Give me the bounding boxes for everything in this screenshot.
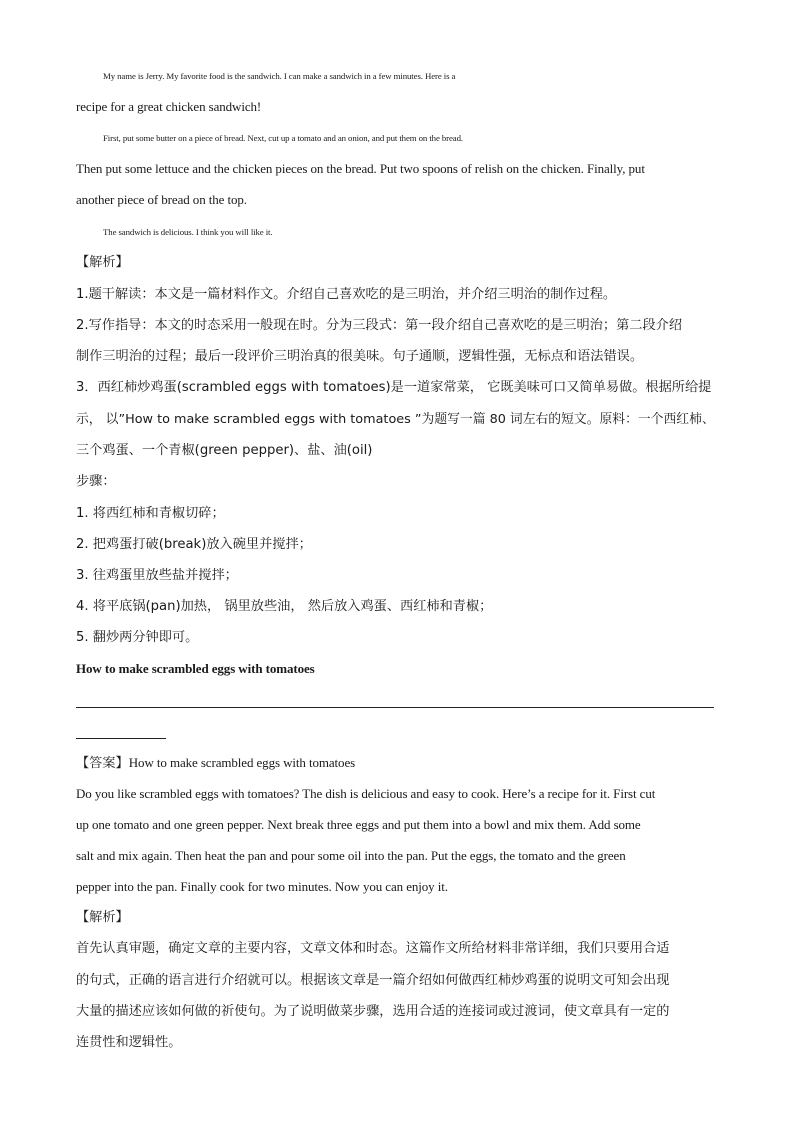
essay-paragraph-1-line-1: My name is Jerry. My favorite food is the sandwich. I can make a sandwich in a few minutes. Here is a [103,71,456,81]
essay-paragraph-2-line-3: another piece of bread on the top. [76,192,247,207]
essay-paragraph-1-line-2: recipe for a great chicken sandwich! [76,99,262,114]
answer-label: 【答案】 [76,756,129,771]
analysis-2-line-1: 首先认真审题，确定文章的主要内容，文章文体和时态。这篇作文所给材料非常详细，我们只要用合适 [76,941,670,956]
answer-header [76,755,716,772]
step-item-5: 5. 翻炒两分钟即可。 [76,630,199,645]
analysis-2-heading: 【解析】 [76,910,129,925]
writing-line-short [76,738,166,739]
step-item-1: 1. 将西红柿和青椒切碎； [76,506,225,521]
essay-paragraph-3-line-1: The sandwich is delicious. I think you will like it. [103,227,273,237]
answer-line-3: salt and mix again. Then heat the pan and pour some oil into the pan. Put the eggs, the tomato and the green [76,848,626,863]
step-item-3: 3. 往鸡蛋里放些盐并搅拌； [76,568,238,583]
analysis-2-line-2: 的句式，正确的语言进行介绍就可以。根据该文章是一篇介绍如何做西红柿炒鸡蛋的说明文可知会出现 [76,973,670,988]
analysis-2-line-4: 连贯性和逻辑性。 [76,1035,182,1050]
analysis-2-line-3: 大量的描述应该如何做的祈使句。为了说明做菜步骤，选用合适的连接词或过渡词，使文章具有一定的 [76,1004,670,1019]
answer-line-2: up one tomato and one green pepper. Next break three eggs and put them into a bowl and mix them. Add some [76,817,641,832]
question-3-line-2: 示， 以”How to make scrambled eggs with tomatoes ”为题写一篇 80 词左右的短文。原料：一个西红柿、 [76,412,715,427]
analysis-heading: 【解析】 [76,255,129,270]
analysis-item-2-line-1: 2.写作指导：本文的时态采用一般现在时。分为三段式：第一段介绍自己喜欢吃的是三明治；第二段介绍 [76,318,683,333]
essay-paragraph-2-line-2: Then put some lettuce and the chicken pieces on the bread. Put two spoons of relish on the chicken. Finally, put [76,161,645,176]
analysis-item-2-line-2: 制作三明治的过程；最后一段评价三明治真的很美味。句子通顺，逻辑性强，无标点和语法错误。 [76,349,644,364]
writing-line [76,707,714,708]
step-item-2: 2. 把鸡蛋打破(break)放入碗里并搅拌； [76,537,312,552]
question-3-line-3: 三个鸡蛋、一个青椒(green pepper)、盐、油(oil) [76,443,373,458]
answer-line-4: pepper into the pan. Finally cook for two minutes. Now you can enjoy it. [76,879,448,894]
answer-title: How to make scrambled eggs with tomatoes [128,755,356,770]
analysis-item-1: 1.题干解读：本文是一篇材料作文。介绍自己喜欢吃的是三明治，并介绍三明治的制作过程。 [76,287,617,302]
question-3-line-1: 3．西红柿炒鸡蛋(scrambled eggs with tomatoes)是一道家常菜， 它既美味可口又简单易做。根据所给提 [76,380,712,395]
step-item-4: 4. 将平底锅(pan)加热， 锅里放些油， 然后放入鸡蛋、西红柿和青椒； [76,599,493,614]
answer-line-1: Do you like scrambled eggs with tomatoes? The dish is delicious and easy to cook. Here’s a recipe for it. First cut [76,786,656,801]
essay-title: How to make scrambled eggs with tomatoes [76,661,315,676]
essay-paragraph-2-line-1: First, put some butter on a piece of bread. Next, cut up a tomato and an onion, and put them on the bread. [103,133,463,143]
steps-label: 步骤： [76,474,116,489]
